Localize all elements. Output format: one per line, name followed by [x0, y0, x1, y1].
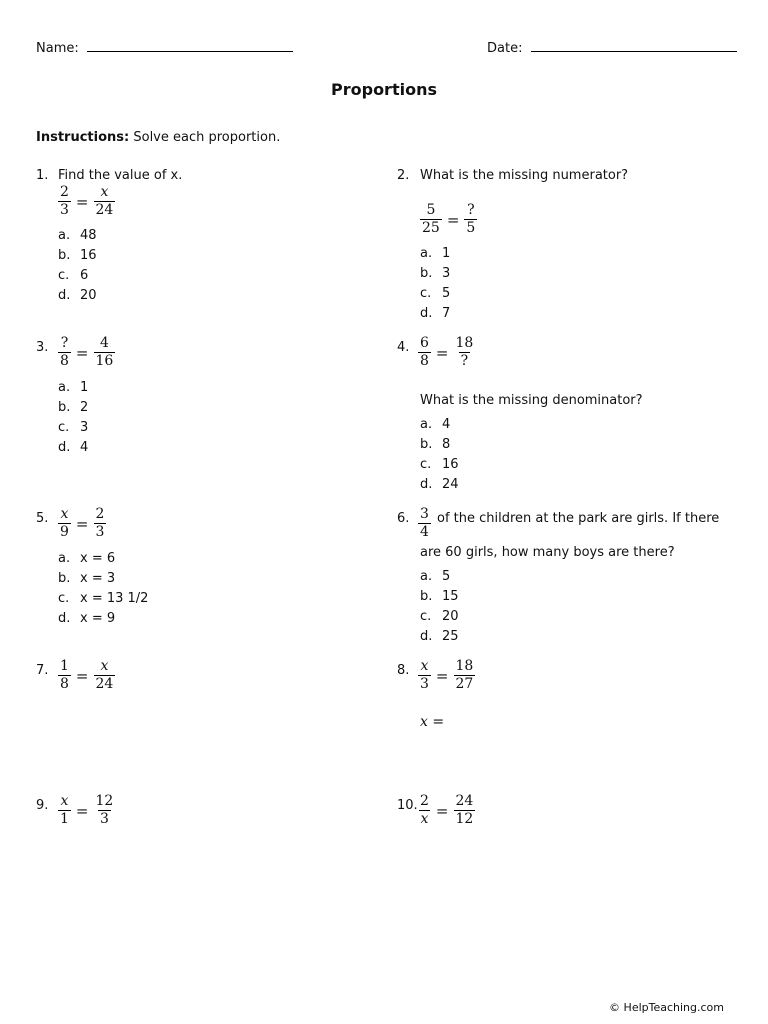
question-number: 9.: [36, 798, 49, 813]
numerator: x: [100, 184, 109, 200]
denominator: 16: [95, 353, 114, 369]
denominator: 12: [455, 811, 474, 827]
equals-sign: =: [75, 514, 89, 533]
question-text-line-2: are 60 girls, how many boys are there?: [420, 545, 675, 560]
proportion-equation: [58, 335, 115, 370]
numerator: ?: [467, 202, 475, 218]
choice-d[interactable]: [420, 306, 450, 321]
choice-value: 8: [442, 437, 451, 452]
equals-sign: =: [435, 343, 449, 362]
choice-letter: b.: [420, 589, 433, 604]
fraction-left: [58, 658, 71, 693]
choice-value: x = 9: [80, 611, 116, 626]
choice-a[interactable]: [58, 551, 115, 566]
instructions-label: Instructions:: [36, 130, 130, 145]
choice-value: 24: [442, 477, 459, 492]
choice-letter: a.: [420, 569, 433, 584]
choice-value: 16: [442, 457, 459, 472]
choice-b[interactable]: [420, 437, 450, 452]
question-number: 4.: [397, 340, 410, 355]
choice-letter: c.: [420, 609, 432, 624]
fraction-right: [454, 658, 476, 693]
choice-value: 16: [80, 248, 97, 263]
choice-value: x = 6: [80, 551, 116, 566]
choice-letter: a.: [58, 380, 71, 395]
choice-c[interactable]: [420, 609, 459, 624]
choice-letter: d.: [420, 306, 433, 321]
equals-sign: =: [75, 801, 89, 820]
choice-letter: c.: [420, 286, 432, 301]
numerator: 5: [426, 202, 436, 218]
numerator: 3: [420, 506, 429, 522]
numerator: 18: [455, 335, 474, 351]
choice-value: 1: [442, 246, 451, 261]
choice-a[interactable]: [420, 569, 450, 584]
fraction-right: [454, 793, 476, 828]
denominator: x: [420, 811, 429, 827]
numerator: ?: [60, 335, 69, 351]
question-prompt: What is the missing numerator?: [420, 168, 629, 183]
proportion-equation: [58, 658, 115, 693]
denominator: ?: [460, 353, 469, 369]
choice-a[interactable]: [420, 246, 450, 261]
name-label: Name:: [36, 41, 79, 56]
numerator: x: [420, 658, 429, 674]
choice-value: 20: [80, 288, 97, 303]
choice-a[interactable]: [58, 228, 97, 243]
question-prompt: Find the value of x.: [58, 168, 183, 183]
denominator: 27: [455, 676, 474, 692]
choice-value: 2: [80, 400, 89, 415]
choice-value: 20: [442, 609, 459, 624]
choice-letter: d.: [420, 629, 433, 644]
denominator: 9: [60, 524, 69, 540]
equals-sign: =: [435, 666, 449, 685]
question-number: 1.: [36, 168, 49, 183]
choice-letter: d.: [58, 440, 71, 455]
choice-value: 48: [80, 228, 97, 243]
question-number: 10.: [397, 798, 418, 813]
fraction-left: [58, 506, 71, 541]
fraction-right: [94, 184, 116, 219]
choice-letter: d.: [58, 288, 71, 303]
numerator: x: [60, 793, 69, 809]
numerator: 12: [95, 793, 114, 809]
date-label: Date:: [487, 41, 523, 56]
question-number: 3.: [36, 340, 49, 355]
choice-letter: b.: [420, 266, 433, 281]
choice-c[interactable]: [58, 591, 148, 606]
numerator: 18: [455, 658, 474, 674]
footer-copyright: © HelpTeaching.com: [609, 1001, 724, 1014]
choice-d[interactable]: [58, 611, 115, 626]
denominator: 3: [420, 676, 429, 692]
proportion-equation: [418, 658, 475, 693]
denominator: 1: [60, 811, 69, 827]
choice-letter: c.: [58, 268, 70, 283]
equals-sign: =: [75, 666, 89, 685]
choice-d[interactable]: [58, 288, 97, 303]
question-prompt: What is the missing denominator?: [420, 393, 643, 408]
fraction-left: [58, 793, 71, 828]
fraction-left: [58, 335, 71, 370]
date-field[interactable]: [531, 37, 737, 52]
proportion-equation: [418, 335, 475, 370]
choice-value: x = 13 1/2: [80, 591, 149, 606]
denominator: 8: [60, 676, 69, 692]
choice-letter: b.: [420, 437, 433, 452]
choice-b[interactable]: [58, 571, 115, 586]
name-field[interactable]: [87, 37, 293, 52]
choice-letter: b.: [58, 571, 71, 586]
choice-b[interactable]: [58, 400, 88, 415]
numerator: 2: [60, 184, 69, 200]
question-number: 8.: [397, 663, 410, 678]
denominator: 4: [420, 524, 429, 540]
choice-letter: a.: [420, 417, 433, 432]
fraction-right: [94, 658, 116, 693]
choice-value: x = 3: [80, 571, 116, 586]
choice-letter: a.: [58, 228, 71, 243]
equals-sign: =: [75, 192, 89, 211]
answer-blank[interactable]: x =: [420, 714, 445, 730]
proportion-equation: [418, 793, 475, 828]
choice-letter: c.: [58, 420, 70, 435]
proportion-equation: [58, 506, 106, 541]
fraction-right: [454, 335, 476, 370]
choice-b[interactable]: [420, 266, 450, 281]
denominator: 8: [60, 353, 69, 369]
proportion-equation: [58, 184, 115, 219]
question-number: 2.: [397, 168, 410, 183]
choice-value: 15: [442, 589, 459, 604]
choice-letter: b.: [58, 248, 71, 263]
choice-value: 6: [80, 268, 89, 283]
denominator: 8: [420, 353, 429, 369]
choice-c[interactable]: [420, 286, 450, 301]
denominator: 24: [95, 202, 114, 218]
choice-b[interactable]: [58, 248, 97, 263]
page-title: Proportions: [331, 80, 437, 99]
choice-value: 5: [442, 569, 451, 584]
choice-letter: b.: [58, 400, 71, 415]
fraction-right: [94, 335, 116, 370]
date-row: [487, 37, 737, 56]
question-number: 6.: [397, 511, 410, 526]
fraction-left: [58, 184, 71, 219]
denominator: 24: [95, 676, 114, 692]
choice-letter: d.: [58, 611, 71, 626]
choice-c[interactable]: [420, 457, 459, 472]
choice-letter: c.: [420, 457, 432, 472]
fraction: [418, 506, 431, 541]
name-row: [36, 37, 293, 56]
choice-a[interactable]: [58, 380, 88, 395]
fraction-right: [94, 506, 107, 541]
instructions-text: Solve each proportion.: [133, 130, 281, 145]
fraction-right: [464, 202, 477, 237]
fraction-left: [418, 793, 431, 828]
choice-value: 5: [442, 286, 451, 301]
fraction-left: [418, 335, 431, 370]
choice-b[interactable]: [420, 589, 459, 604]
denominator: 3: [95, 524, 105, 540]
choice-letter: d.: [420, 477, 433, 492]
question-text-line-1: of the children at the park are girls. If there: [437, 511, 720, 526]
choice-value: 3: [442, 266, 451, 281]
choice-d[interactable]: [58, 440, 88, 455]
numerator: 2: [420, 793, 429, 809]
question-number: 5.: [36, 511, 49, 526]
numerator: 4: [99, 335, 109, 351]
choice-letter: a.: [420, 246, 433, 261]
fraction-left: [418, 658, 431, 693]
denominator: 3: [60, 202, 69, 218]
choice-d[interactable]: [420, 629, 459, 644]
numerator: x: [100, 658, 109, 674]
choice-c[interactable]: [58, 420, 88, 435]
choice-value: 1: [80, 380, 89, 395]
choice-value: 25: [442, 629, 459, 644]
numerator: 2: [95, 506, 105, 522]
denominator: 5: [466, 220, 476, 236]
fraction-right: [94, 793, 116, 828]
proportion-equation: [58, 793, 115, 828]
fraction-expression: [418, 506, 431, 541]
choice-letter: a.: [58, 551, 71, 566]
denominator: 3: [99, 811, 109, 827]
equals-sign: =: [446, 210, 460, 229]
choice-value: 4: [80, 440, 89, 455]
choice-d[interactable]: [420, 477, 459, 492]
numerator: 6: [420, 335, 429, 351]
question-number: 7.: [36, 663, 49, 678]
numerator: 24: [455, 793, 474, 809]
choice-value: 7: [442, 306, 451, 321]
choice-letter: c.: [58, 591, 70, 606]
numerator: x: [60, 506, 69, 522]
choice-value: 3: [80, 420, 89, 435]
equals-sign: =: [435, 801, 449, 820]
equals-sign: =: [75, 343, 89, 362]
fraction-left: [420, 202, 442, 237]
numerator: 1: [60, 658, 69, 674]
choice-value: 4: [442, 417, 451, 432]
instructions: [36, 130, 280, 145]
denominator: 25: [422, 220, 440, 236]
choice-c[interactable]: [58, 268, 88, 283]
proportion-equation: [420, 202, 477, 237]
choice-a[interactable]: [420, 417, 450, 432]
